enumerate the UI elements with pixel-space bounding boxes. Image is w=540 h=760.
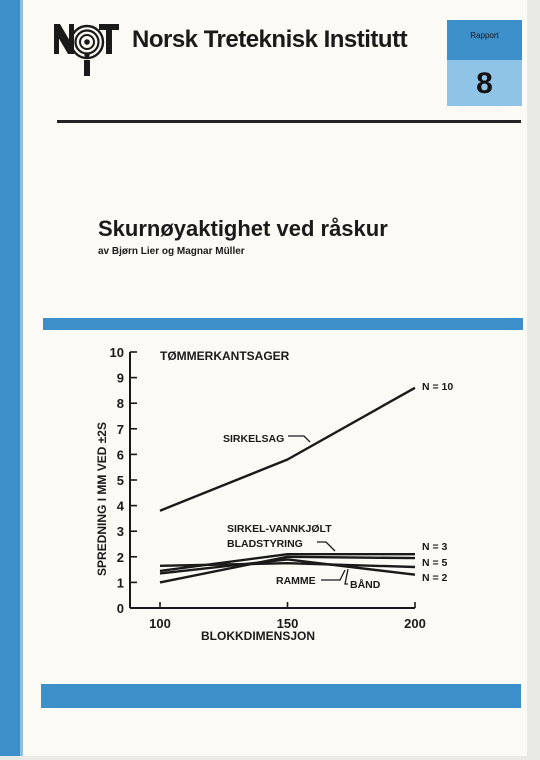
y-tick-label: 7 <box>116 421 124 437</box>
bottom-blue-band <box>41 684 521 708</box>
chart-series <box>160 388 415 583</box>
sample-size-label: N = 10 <box>422 381 454 393</box>
series-label: RAMME <box>276 575 316 587</box>
report-label: Rapport <box>470 31 499 40</box>
y-tick-label: 8 <box>116 396 124 412</box>
sample-size-label: N = 2 <box>422 572 448 584</box>
cover-spine-stripe <box>0 0 20 756</box>
chart-title: TØMMERKANTSAGER <box>160 349 290 363</box>
series-label: SIRKEL-VANNKJØLT <box>227 523 332 535</box>
x-tick-label: 100 <box>149 616 171 631</box>
y-tick-label: 2 <box>116 549 124 565</box>
report-number-box <box>447 20 522 106</box>
header-rule <box>57 120 521 123</box>
x-axis-label: BLOKKDIMENSJON <box>200 629 316 643</box>
sample-size-label: N = 5 <box>422 557 448 569</box>
y-tick-label: 4 <box>116 498 124 514</box>
y-tick-label: 3 <box>116 524 124 540</box>
series-label-leader <box>321 570 345 580</box>
top-blue-band <box>43 318 523 330</box>
report-number: 8 <box>476 67 493 100</box>
series-label: BÅND <box>350 579 381 591</box>
institute-name: Norsk Treteknisk Institutt <box>132 26 408 53</box>
series-line <box>160 388 415 511</box>
document-authors: av Bjørn Lier og Magnar Müller <box>98 246 245 257</box>
y-tick-label: 6 <box>116 447 124 463</box>
cover-spine-highlight <box>20 0 23 756</box>
series-label: SIRKELSAG <box>223 433 285 445</box>
y-tick-label: 0 <box>116 601 124 616</box>
y-tick-label: 10 <box>109 345 124 360</box>
y-tick-label: 1 <box>116 575 124 591</box>
y-tick-label: 5 <box>116 473 124 488</box>
y-tick-label: 9 <box>116 370 124 386</box>
series-label-leader <box>317 542 335 551</box>
x-tick-label: 150 <box>276 616 299 631</box>
series-label-leader <box>345 569 348 584</box>
y-axis-label: SPREDNING I MM VED ±2S <box>95 422 109 576</box>
sample-size-label: N = 3 <box>422 541 448 553</box>
line-chart <box>80 336 460 652</box>
series-label: BLADSTYRING <box>227 538 303 550</box>
series-label-leader <box>288 436 310 442</box>
x-tick-label: 200 <box>404 616 426 631</box>
nti-logo-icon <box>52 18 122 78</box>
chart-labels <box>223 381 453 591</box>
document-title: Skurnøyaktighet ved råskur <box>98 216 388 241</box>
